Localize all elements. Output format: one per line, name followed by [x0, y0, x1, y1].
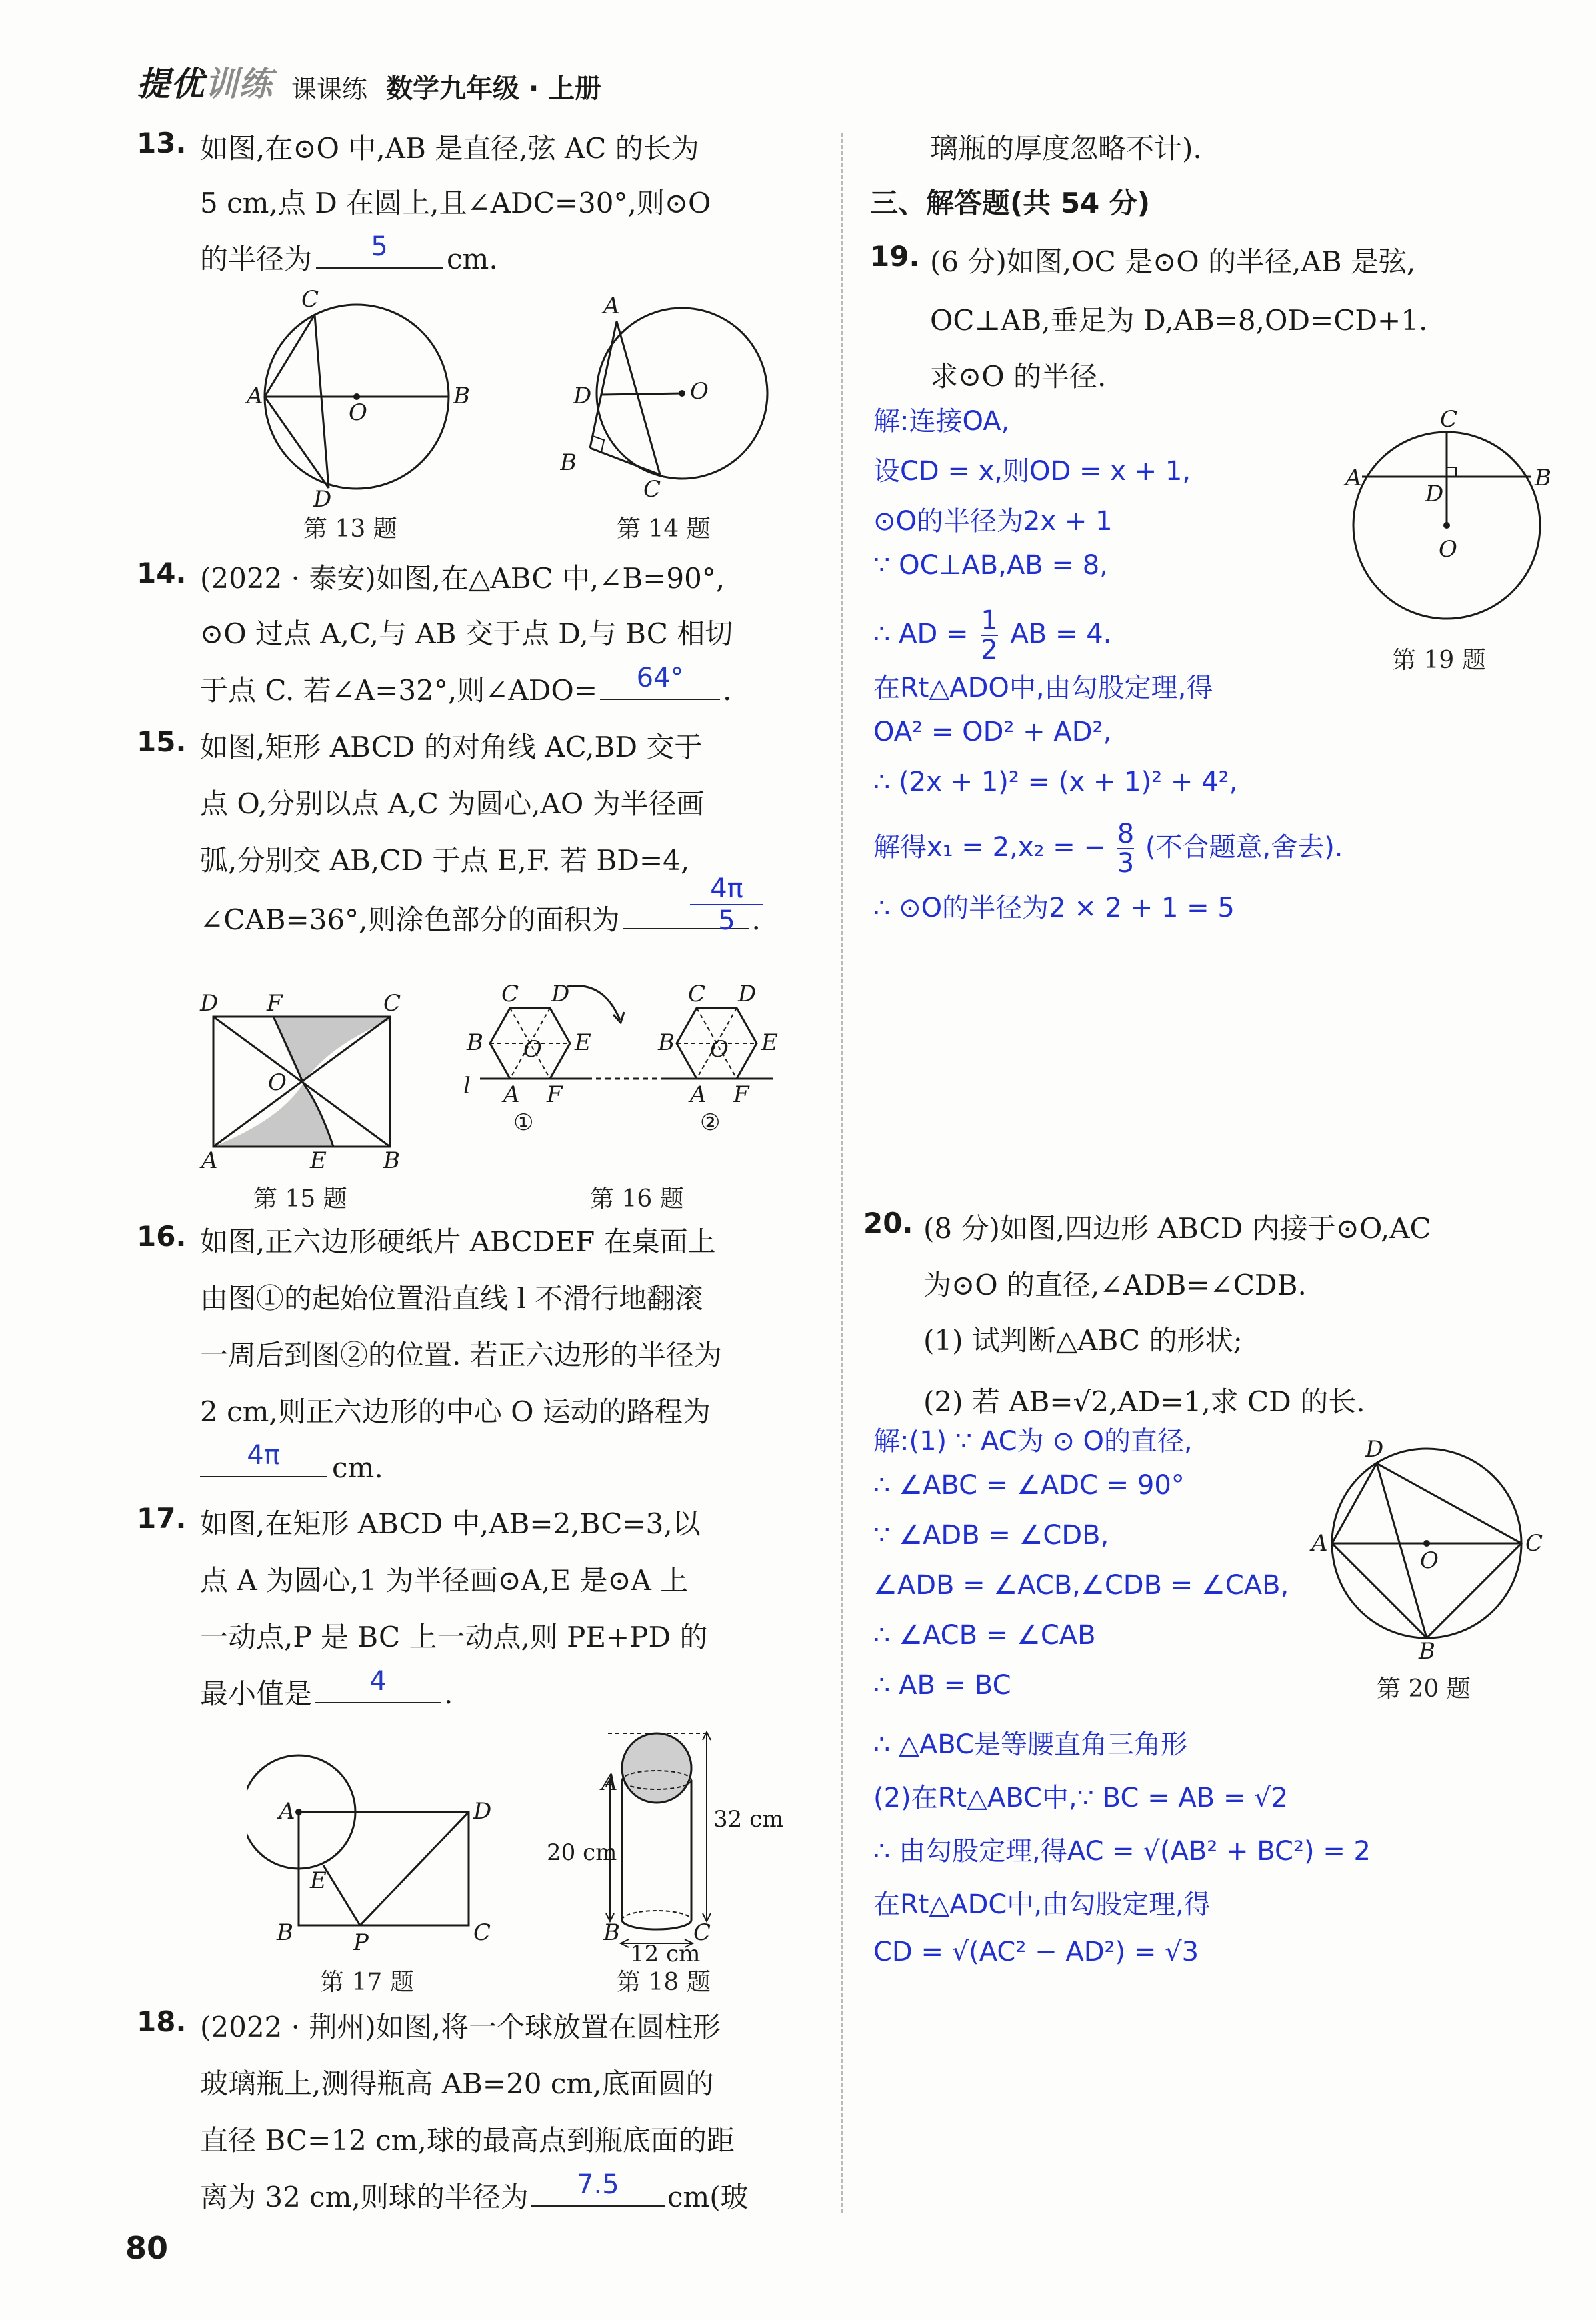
label-b: B: [467, 1029, 483, 1056]
label-d: D: [1425, 481, 1444, 507]
question-text: 点 O,分别以点 A,C 为圆心,AO 为半径画: [200, 787, 705, 820]
solution-line: OA² = OD² + AD²,: [873, 717, 1112, 747]
label-a: A: [503, 1081, 520, 1108]
question-number: 20.: [863, 1207, 913, 1239]
figure-17: [247, 1747, 513, 1960]
question-text: 如图,正六边形硬纸片 ABCDEF 在桌面上: [200, 1225, 716, 1258]
question-text: 4π cm.: [200, 1447, 383, 1484]
caption: 第 13 题: [303, 515, 397, 543]
label-c: C: [383, 990, 401, 1017]
question-text: 于点 C. 若∠A=32°,则∠ADO= 64° .: [200, 663, 732, 707]
label-a: A: [690, 1081, 707, 1108]
label-12cm: 12 cm: [630, 1941, 701, 1967]
cylinder-base-back: [622, 1911, 691, 1920]
label-b: B: [453, 383, 470, 409]
label-o: O: [710, 1036, 729, 1063]
solution-line: ∴ ∠ACB = ∠CAB: [873, 1620, 1096, 1651]
label-a: A: [1311, 1530, 1328, 1557]
page-header: [137, 59, 601, 105]
label-d: D: [573, 383, 592, 409]
solution-line: 解:连接OA,: [873, 406, 1010, 437]
center-point: [679, 390, 685, 397]
question-text: ⊙O 过点 A,C,与 AB 交于点 D,与 BC 相切: [200, 617, 733, 650]
column-divider: [841, 133, 843, 2213]
question-number: 15.: [137, 725, 187, 758]
solution-line: ∵ OC⊥AB,AB = 8,: [873, 550, 1108, 581]
label-o: O: [349, 399, 367, 426]
rotation-arrow: [567, 986, 620, 1020]
question-number: 17.: [137, 1502, 187, 1535]
segment-do: [601, 393, 682, 395]
answer-text: 7.5: [577, 2169, 619, 2200]
segment-ab: [590, 321, 617, 448]
right-angle-mark: [1447, 467, 1456, 477]
label-b: B: [603, 1919, 620, 1946]
label-a: A: [247, 383, 263, 409]
section-heading: 三、解答题(共 54 分): [870, 187, 1151, 219]
segment-pd: [360, 1812, 469, 1925]
caption: 第 18 题: [617, 1969, 711, 1996]
question-text: 由图①的起始位置沿直线 l 不滑行地翻滚: [200, 1282, 703, 1315]
ball: [622, 1733, 691, 1803]
solution-line: ∴ (2x + 1)² = (x + 1)² + 4²,: [873, 767, 1238, 797]
answer-denominator: 5: [690, 904, 763, 936]
solution-line: ∴ ⊙O的半径为2 × 2 + 1 = 5: [873, 893, 1235, 923]
segment-cd: [315, 315, 329, 488]
answer-blank: [531, 2169, 665, 2207]
question-text: 离为 32 cm,则球的半径为 7.5 cm(玻: [200, 2169, 749, 2213]
answer-numerator: 4π: [710, 873, 743, 904]
label-b: B: [1535, 465, 1551, 491]
label-c: C: [693, 1919, 711, 1946]
segment-ad: [265, 397, 329, 488]
label-c: C: [688, 981, 706, 1007]
label-a: A: [603, 293, 620, 319]
question-text: (2022 · 泰安)如图,在△ABC 中,∠B=90°,: [200, 562, 725, 595]
caption: 第 15 题: [253, 1185, 347, 1213]
figure-14: [560, 293, 780, 507]
answer-text: 4π: [247, 1440, 280, 1471]
answer-blank: [200, 1440, 327, 1477]
label-c: C: [301, 287, 319, 313]
question-text: 玻璃瓶上,测得瓶高 AB=20 cm,底面圆的: [200, 2067, 714, 2100]
mark-2: ②: [700, 1109, 721, 1136]
question-text: (1) 试判断△ABC 的形状;: [923, 1324, 1243, 1357]
question-text: 一动点,P 是 BC 上一动点,则 PE+PD 的: [200, 1621, 708, 1653]
label-20cm: 20 cm: [547, 1839, 617, 1866]
label-b: B: [383, 1147, 400, 1174]
figure-16: [460, 973, 833, 1180]
question-text: OC⊥AB,垂足为 D,AB=8,OD=CD+1.: [930, 304, 1428, 337]
cylinder-base-front: [622, 1920, 691, 1929]
figure-20: [1303, 1433, 1550, 1660]
question-text: 点 A 为圆心,1 为半径画⊙A,E 是⊙A 上: [200, 1564, 689, 1597]
label-d: D: [738, 981, 757, 1007]
question-18-continuation: 璃瓶的厚度忽略不计).: [930, 132, 1202, 165]
label-o: O: [268, 1069, 287, 1096]
label-c: C: [501, 981, 519, 1007]
question-text: (2022 · 荆州)如图,将一个球放置在圆柱形: [200, 2011, 721, 2043]
solution-line: 在Rt△ADC中,由勾股定理,得: [873, 1889, 1211, 1920]
label-a: A: [201, 1147, 218, 1174]
caption: 第 19 题: [1392, 647, 1486, 674]
figure-13: [240, 287, 480, 507]
label-o: O: [523, 1036, 542, 1063]
solution-line: 解:(1) ∵ AC为 ⊙ O的直径,: [873, 1426, 1193, 1457]
solution-line: 设CD = x,则OD = x + 1,: [873, 456, 1191, 487]
series-name: 课课练: [291, 75, 368, 104]
solution-line: ∴ AD = $\frac{1}{2}$ AB = 4.: [873, 605, 1112, 665]
center-point: [1423, 1540, 1430, 1547]
segment-ac: [617, 321, 660, 475]
solution-line: 在Rt△ADO中,由勾股定理,得: [873, 673, 1213, 703]
question-text: (2) 若 AB=√2,AD=1,求 CD 的长.: [923, 1385, 1365, 1418]
label-c: C: [1525, 1530, 1543, 1557]
answer-blank: [315, 1666, 441, 1703]
label-d: D: [473, 1798, 492, 1825]
caption: 第 20 题: [1377, 1675, 1471, 1703]
label-d: D: [200, 990, 219, 1017]
answer-blank: [600, 663, 720, 700]
label-a: A: [279, 1798, 295, 1825]
center-point: [295, 1809, 302, 1815]
question-number: 16.: [137, 1220, 187, 1253]
solution-line: (2)在Rt△ABC中,∵ BC = AB = √2: [873, 1783, 1289, 1813]
label-b: B: [277, 1919, 293, 1946]
answer-text: 5: [371, 231, 388, 262]
question-text: 为⊙O 的直径,∠ADB=∠CDB.: [923, 1269, 1307, 1301]
label-c: C: [473, 1919, 491, 1946]
caption: 第 14 题: [617, 515, 711, 543]
question-text: 的半径为 5 cm.: [200, 231, 498, 275]
question-text: 如图,在⊙O 中,AB 是直径,弦 AC 的长为: [200, 132, 699, 165]
subject-title: 数学九年级 · 上册: [386, 73, 602, 104]
label-32cm: 32 cm: [713, 1806, 784, 1833]
solution-line: ∵ ∠ADB = ∠CDB,: [873, 1520, 1109, 1551]
figure-15: [193, 987, 420, 1180]
mark-1: ①: [513, 1109, 534, 1136]
label-c: C: [643, 476, 661, 503]
question-number: 13.: [137, 127, 187, 159]
label-b: B: [658, 1029, 675, 1056]
answer-text: 4: [369, 1666, 387, 1697]
label-e: E: [310, 1867, 327, 1894]
solution-line: ⊙O的半径为2x + 1: [873, 506, 1113, 537]
label-f: F: [547, 1081, 563, 1108]
solution-line: CD = √(AC² − AD²) = √3: [873, 1937, 1199, 1967]
label-d: D: [313, 486, 332, 507]
solution-line: ∴ ∠ABC = ∠ADC = 90°: [873, 1470, 1185, 1501]
solution-line: ∴ 由勾股定理,得AC = √(AB² + BC²) = 2: [873, 1836, 1371, 1867]
solution-line: 解得x₁ = 2,x₂ = − $\frac{8}{3}$ (不合题意,舍去).: [873, 819, 1343, 879]
label-f: F: [267, 990, 283, 1017]
question-text: ∠CAB=36°,则涂色部分的面积为 .: [200, 898, 761, 938]
question-number: 14.: [137, 557, 187, 589]
page-number: 80: [125, 2230, 169, 2266]
question-text: (6 分)如图,OC 是⊙O 的半径,AB 是弦,: [930, 245, 1416, 278]
segment-pe: [323, 1865, 360, 1925]
solution-line: ∴ △ABC是等腰直角三角形: [873, 1729, 1187, 1760]
answer-fraction: [690, 873, 763, 936]
caption: 第 17 题: [320, 1969, 414, 1996]
label-o: O: [1420, 1547, 1439, 1574]
label-a: A: [601, 1769, 618, 1796]
question-number: 18.: [137, 2005, 187, 2038]
label-f: F: [733, 1081, 749, 1108]
question-text: 2 cm,则正六边形的中心 O 运动的路程为: [200, 1395, 711, 1428]
question-number: 19.: [870, 240, 920, 273]
solution-line: ∴ AB = BC: [873, 1670, 1011, 1701]
answer-blank: [316, 231, 443, 269]
label-p: P: [353, 1929, 369, 1956]
figure-19: [1340, 407, 1560, 620]
question-text: 一周后到图②的位置. 若正六边形的半径为: [200, 1339, 722, 1371]
chord-ac: [265, 315, 315, 397]
label-b: B: [560, 449, 577, 476]
question-text: 直径 BC=12 cm,球的最高点到瓶底面的距: [200, 2124, 735, 2157]
label-e: E: [310, 1147, 327, 1174]
label-a: A: [1345, 465, 1362, 491]
label-e: E: [575, 1029, 591, 1056]
figure-18: [547, 1720, 827, 1967]
answer-text: 64°: [636, 663, 684, 693]
label-c: C: [1440, 407, 1458, 433]
segment-bc: [590, 448, 660, 475]
label-d: D: [551, 981, 570, 1007]
question-text: 弧,分别交 AB,CD 于点 E,F. 若 BD=4,: [200, 844, 690, 877]
solution-line: ∠ADB = ∠ACB,∠CDB = ∠CAB,: [873, 1570, 1289, 1601]
label-d: D: [1365, 1436, 1384, 1463]
question-text: 如图,矩形 ABCD 的对角线 AC,BD 交于: [200, 731, 703, 763]
question-text: (8 分)如图,四边形 ABCD 内接于⊙O,AC: [923, 1212, 1431, 1245]
brand-logo: 提优训练: [137, 65, 273, 103]
label-o: O: [690, 378, 709, 405]
question-text: 5 cm,点 D 在圆上,且∠ADC=30°,则⊙O: [200, 187, 711, 219]
label-e: E: [761, 1029, 778, 1056]
question-text: 如图,在矩形 ABCD 中,AB=2,BC=3,以: [200, 1507, 701, 1540]
question-text: 求⊙O 的半径.: [930, 360, 1107, 393]
label-o: O: [1439, 536, 1457, 563]
caption: 第 16 题: [590, 1185, 684, 1213]
center-point: [1443, 522, 1450, 529]
label-b: B: [1419, 1638, 1435, 1660]
question-text: 最小值是 4 .: [200, 1666, 453, 1710]
label-l: l: [463, 1073, 471, 1099]
